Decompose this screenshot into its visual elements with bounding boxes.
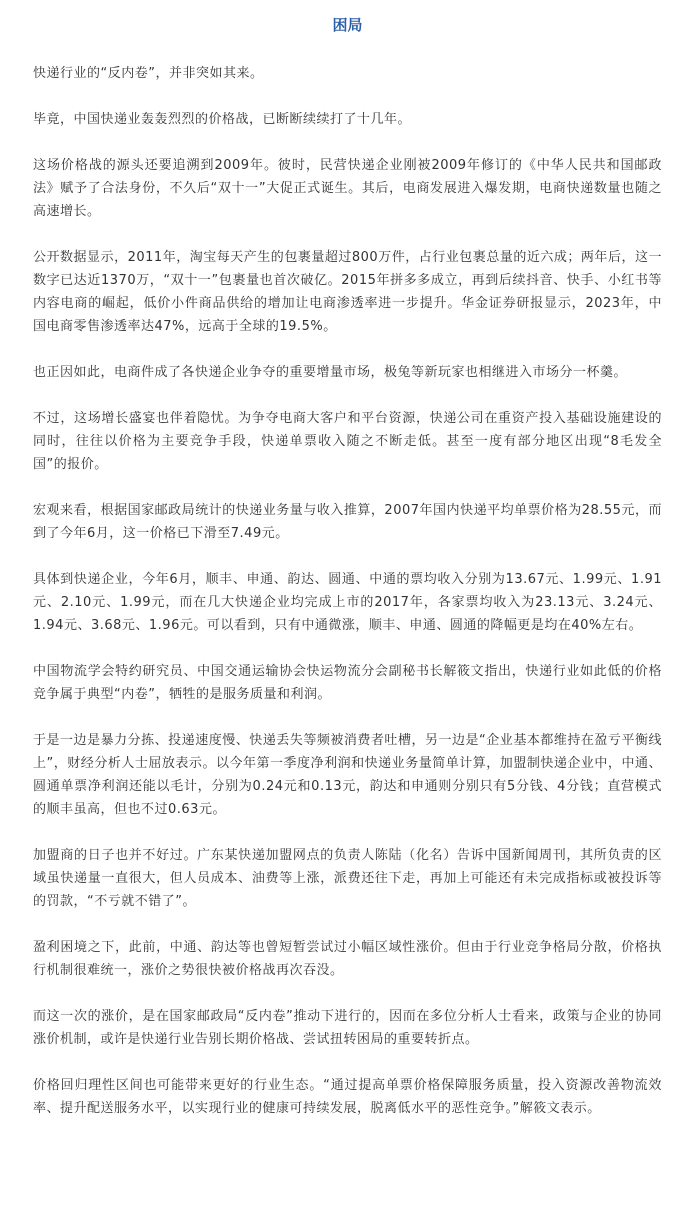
paragraph: 这场价格战的源头还要追溯到2009年。彼时，民营快递企业刚被2009年修订的《中华人民共和国邮政法》赋予了合法身份，不久后“双十一”大促正式诞生。其后，电商发展进入爆发期，电商快递数量也随之高速增长。 — [33, 158, 662, 219]
article-title: 困局 — [332, 16, 363, 34]
paragraph: 宏观来看，根据国家邮政局统计的快递业务量与收入推算，2007年国内快递平均单票价格为28.55元，而到了今年6月，这一价格已下滑至7.49元。 — [33, 503, 662, 541]
paragraph: 具体到快递企业，今年6月，顺丰、申通、韵达、圆通、中通的票均收入分别为13.67元、1.99元、1.91元、2.10元、1.99元，而在几大快递企业均完成上市的2017年，各家票均收入为23.13元、3.24元、1.94元、3.68元、1.96元。可以看到，只有中通微涨，顺丰、申通、圆通的降幅更是均在40%左右。 — [33, 572, 662, 633]
paragraph: 中国物流学会特约研究员、中国交通运输协会快运物流分会副秘书长解筱文指出，快递行业如此低的价格竞争属于典型“内卷”，牺牲的是服务质量和利润。 — [33, 664, 662, 702]
paragraph: 而这一次的涨价，是在国家邮政局“反内卷”推动下进行的，因而在多位分析人士看来，政策与企业的协同涨价机制，或许是快递行业告别长期价格战、尝试扭转困局的重要转折点。 — [33, 1009, 662, 1047]
paragraph: 不过，这场增长盛宴也伴着隐忧。为争夺电商大客户和平台资源，快递公司在重资产投入基础设施建设的同时，往往以价格为主要竞争手段，快递单票收入随之不断走低。甚至一度有部分地区出现“8毛发全国”的报价。 — [33, 411, 662, 472]
paragraph: 加盟商的日子也并不好过。广东某快递加盟网点的负责人陈陆（化名）告诉中国新闻周刊，其所负责的区域虽快递量一直很大，但人员成本、油费等上涨，派费还往下走，再加上可能还有未完成指标或被投诉等的罚款，“不亏就不错了”。 — [33, 848, 662, 909]
paragraph: 也正因如此，电商件成了各快递企业争夺的重要增量市场，极兔等新玩家也相继进入市场分一杯羹。 — [33, 365, 628, 380]
paragraph: 公开数据显示，2011年，淘宝每天产生的包裹量超过800万件，占行业包裹总量的近六成；两年后，这一数字已达近1370万，“双十一”包裹量也首次破亿。2015年拼多多成立，再到后续抖音、快手、小红书等内容电商的崛起，低价小件商品供给的增加让电商渗透率进一步提升。华金证券研报显示，2023年，中国电商零售渗透率达47%，远高于全球的19.5%。 — [33, 250, 662, 334]
paragraph: 盈利困境之下，此前，中通、韵达等也曾短暂尝试过小幅区域性涨价。但由于行业竞争格局分散，价格执行机制很难统一，涨价之势很快被价格战再次吞没。 — [33, 940, 662, 978]
paragraph: 毕竟，中国快递业轰轰烈烈的价格战，已断断续续打了十几年。 — [33, 112, 412, 127]
paragraph: 价格回归理性区间也可能带来更好的行业生态。“通过提高单票价格保障服务质量，投入资源改善物流效率、提升配送服务水平，以实现行业的健康可持续发展，脱离低水平的恶性竞争。”解筱文表示。 — [33, 1078, 662, 1116]
paragraph: 快递行业的“反内卷”，并非突如其来。 — [33, 66, 264, 81]
paragraph: 于是一边是暴力分拣、投递速度慢、快递丢失等频被消费者吐槽，另一边是“企业基本都维持在盈亏平衡线上”，财经分析人士屈放表示。以今年第一季度净利润和快递业务量简单计算，加盟制快递企业中，中通、圆通单票净利润还能以毛计，分别为0.24元和0.13元，韵达和申通则分别只有5分钱、4分钱；直营模式的顺丰虽高，但也不过0.63元。 — [33, 733, 662, 817]
